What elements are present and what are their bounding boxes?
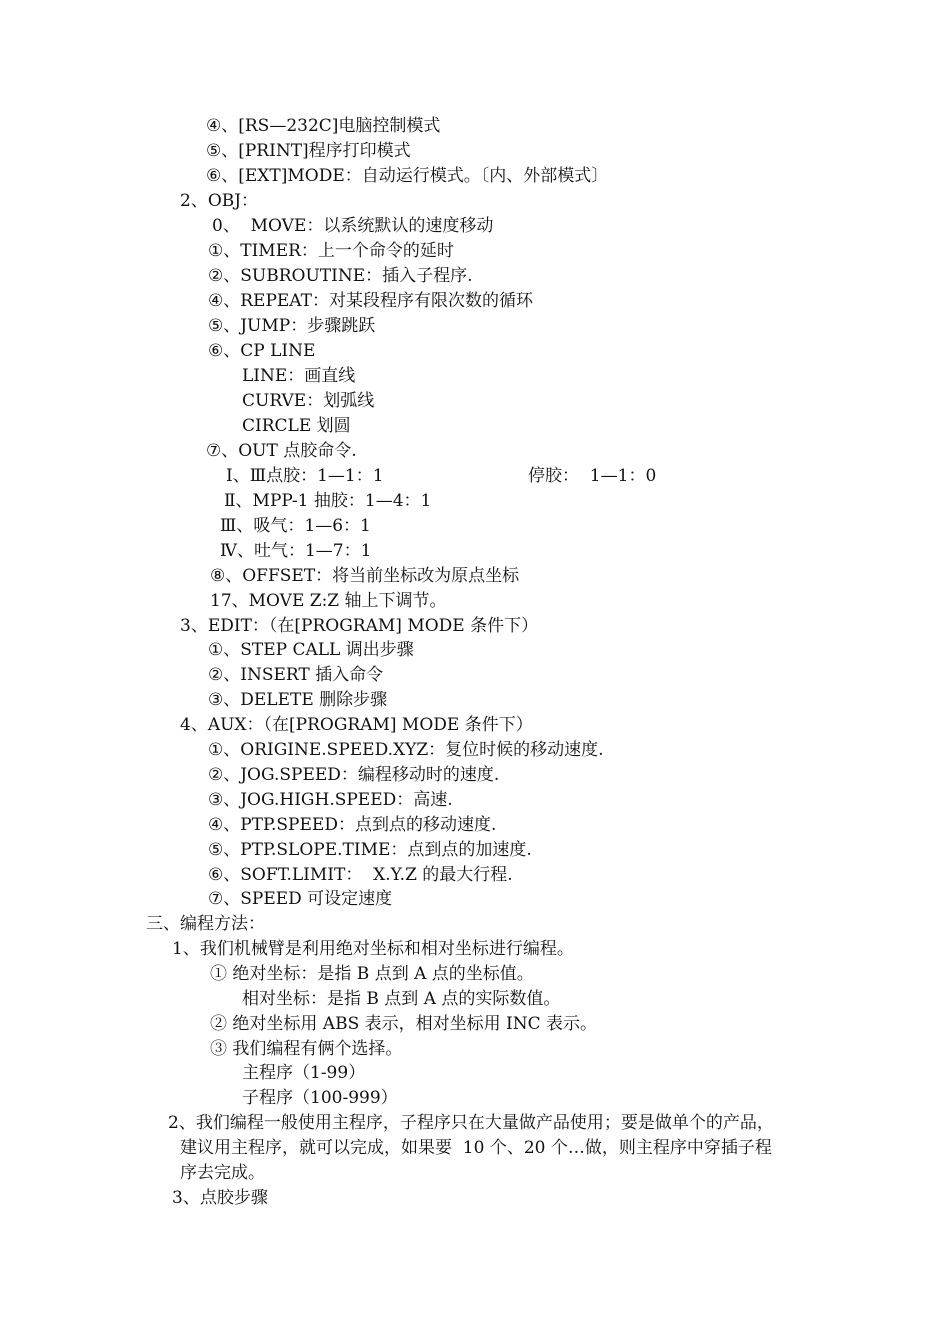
text-line: Ⅱ、MPP-1 抽胶：1—4：1: [224, 491, 432, 511]
text-line: ②、JOG.SPEED：编程移动时的速度.: [208, 765, 500, 785]
text-line: 3、EDIT：（在[PROGRAM] MODE 条件下）: [180, 616, 539, 636]
text-line: ①、ORIGINE.SPEED.XYZ：复位时候的移动速度.: [208, 740, 604, 760]
text-line: 子程序（100-999）: [242, 1088, 398, 1108]
text-line: 序去完成。: [180, 1163, 265, 1183]
text-line: ④、REPEAT：对某段程序有限次数的循环: [208, 291, 533, 311]
text-line: ⑤、PTP.SLOPE.TIME：点到点的加速度.: [208, 840, 532, 860]
text-line: ⑤、[PRINT]程序打印模式: [206, 141, 411, 161]
text-line: 相对坐标：是指 B 点到 A 点的实际数值。: [242, 989, 561, 1009]
text-line: Ⅰ、Ⅲ点胶：1—1：1: [226, 466, 384, 486]
text-line: ⑤、JUMP：步骤跳跃: [208, 316, 376, 336]
text-line: CURVE：划弧线: [242, 391, 375, 411]
section-heading: 三、编程方法：: [146, 914, 265, 934]
text-line: ④、PTP.SPEED：点到点的移动速度.: [208, 815, 497, 835]
text-line: 1、我们机械臂是利用绝对坐标和相对坐标进行编程。: [172, 939, 574, 959]
text-line: CIRCLE 划圆: [242, 416, 351, 436]
text-line: ⑥、[EXT]MODE：自动运行模式。〔内、外部模式〕: [206, 166, 609, 186]
text-line: ⑧、OFFSET：将当前坐标改为原点坐标: [210, 566, 520, 586]
text-line: ② 绝对坐标用 ABS 表示，相对坐标用 INC 表示。: [210, 1014, 598, 1034]
text-line: Ⅳ、吐气：1—7：1: [220, 541, 372, 561]
text-line: ③ 我们编程有俩个选择。: [210, 1039, 403, 1059]
text-line: ③、DELETE 删除步骤: [208, 690, 388, 710]
text-line: ①、TIMER：上一个命令的延时: [208, 241, 454, 261]
text-line: 2、OBJ：: [180, 191, 259, 211]
text-line: ⑥、SOFT.LIMIT： X.Y.Z 的最大行程.: [208, 865, 513, 885]
text-line: ⑥、CP LINE: [208, 341, 316, 361]
text-line: ⑦、OUT 点胶命令.: [206, 441, 357, 461]
text-line: ②、SUBROUTINE：插入子程序.: [208, 266, 473, 286]
text-line: ②、INSERT 插入命令: [208, 665, 384, 685]
text-line: 3、点胶步骤: [172, 1188, 268, 1208]
text-line: 主程序（1-99）: [242, 1063, 366, 1083]
text-line: ①、STEP CALL 调出步骤: [208, 640, 414, 660]
text-line: ① 绝对坐标：是指 B 点到 A 点的坐标值。: [210, 964, 534, 984]
text-line: 0、 MOVE：以系统默认的速度移动: [212, 216, 494, 236]
text-line: 17、MOVE Z:Z 轴上下调节。: [210, 591, 447, 611]
text-line: ④、[RS—232C]电脑控制模式: [206, 116, 441, 136]
text-line: 建议用主程序，就可以完成，如果要 10 个、20 个…做，则主程序中穿插子程: [180, 1138, 772, 1158]
text-line: Ⅲ、吸气：1—6：1: [220, 516, 371, 536]
text-line: ③、JOG.HIGH.SPEED：高速.: [208, 790, 453, 810]
text-line: LINE：画直线: [242, 366, 356, 386]
text-line: 2、我们编程一般使用主程序，子程序只在大量做产品使用；要是做单个的产品，: [168, 1113, 774, 1133]
text-line: 4、AUX：（在[PROGRAM] MODE 条件下）: [180, 715, 533, 735]
text-line: 停胶： 1—1：0: [528, 466, 657, 486]
text-line: ⑦、SPEED 可设定速度: [208, 889, 393, 909]
